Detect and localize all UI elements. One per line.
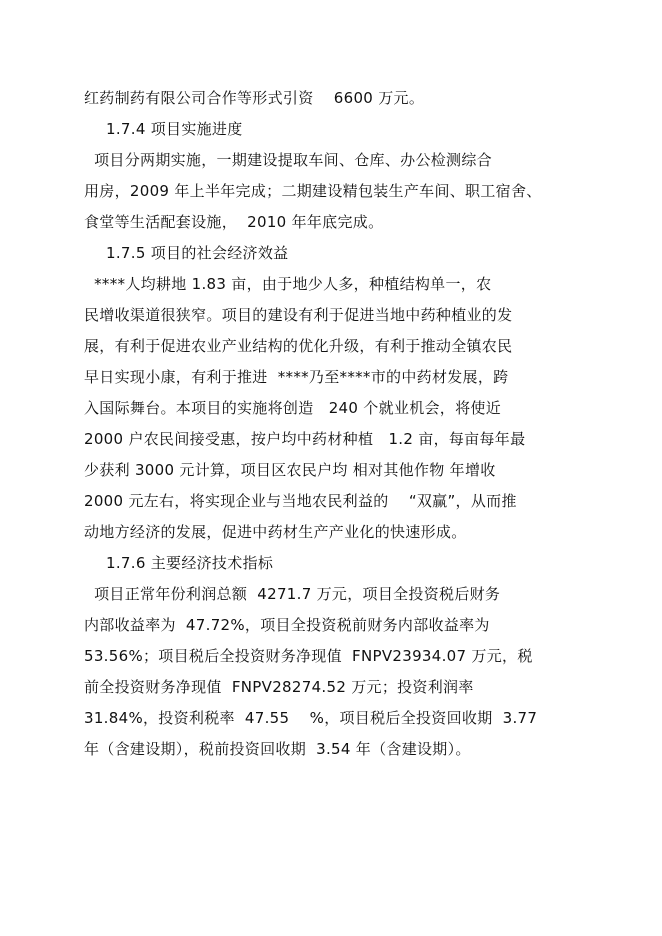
text-line: 入国际舞台。本项目的实施将创造 240 个就业机会，将使近	[84, 399, 502, 417]
text-line: 前全投资财务净现值 FNPV28274.52 万元；投资利润率	[84, 678, 474, 696]
text-line: 项目分两期实施，一期建设提取车间、仓库、办公检测综合	[84, 151, 492, 169]
text-line: 少获利 3000 元计算，项目区农民户均 相对其他作物 年增收	[84, 461, 496, 479]
text-line: 展，有利于促进农业产业结构的优化升级，有利于推动全镇农民	[84, 337, 513, 355]
text-line: 2000 户农民间接受惠，按户均中药材种植 1.2 亩，每亩每年最	[84, 430, 526, 448]
text-line: 内部收益率为 47.72%，项目全投资税前财务内部收益率为	[84, 616, 490, 634]
section-heading-1-7-4: 1.7.4 项目实施进度	[106, 120, 243, 138]
text-line: ****人均耕地 1.83 亩，由于地少人多，种植结构单一，农	[84, 275, 492, 293]
text-line: 53.56%；项目税后全投资财务净现值 FNPV23934.07 万元，税	[84, 647, 533, 665]
text-line: 项目正常年份利润总额 4271.7 万元，项目全投资税后财务	[84, 585, 501, 603]
text-line: 动地方经济的发展，促进中药材生产产业化的快速形成。	[84, 523, 467, 541]
text-line: 民增收渠道很狭窄。项目的建设有利于促进当地中药种植业的发	[84, 306, 513, 324]
section-heading-1-7-5: 1.7.5 项目的社会经济效益	[106, 244, 289, 262]
text-line: 红药制药有限公司合作等形式引资 6600 万元。	[84, 89, 425, 107]
text-line: 用房，2009 年上半年完成；二期建设精包装生产车间、职工宿舍、	[84, 182, 542, 200]
section-heading-1-7-6: 1.7.6 主要经济技术指标	[106, 554, 274, 572]
text-line: 年（含建设期），税前投资回收期 3.54 年（含建设期）。	[84, 740, 471, 758]
text-line: 2000 元左右，将实现企业与当地农民利益的 “双赢”，从而推	[84, 492, 517, 510]
text-line: 31.84%，投资利税率 47.55 %，项目税后全投资回收期 3.77	[84, 709, 538, 727]
text-line: 早日实现小康，有利于推进 ****乃至****市的中药材发展，跨	[84, 368, 509, 386]
text-line: 食堂等生活配套设施， 2010 年年底完成。	[84, 213, 384, 231]
